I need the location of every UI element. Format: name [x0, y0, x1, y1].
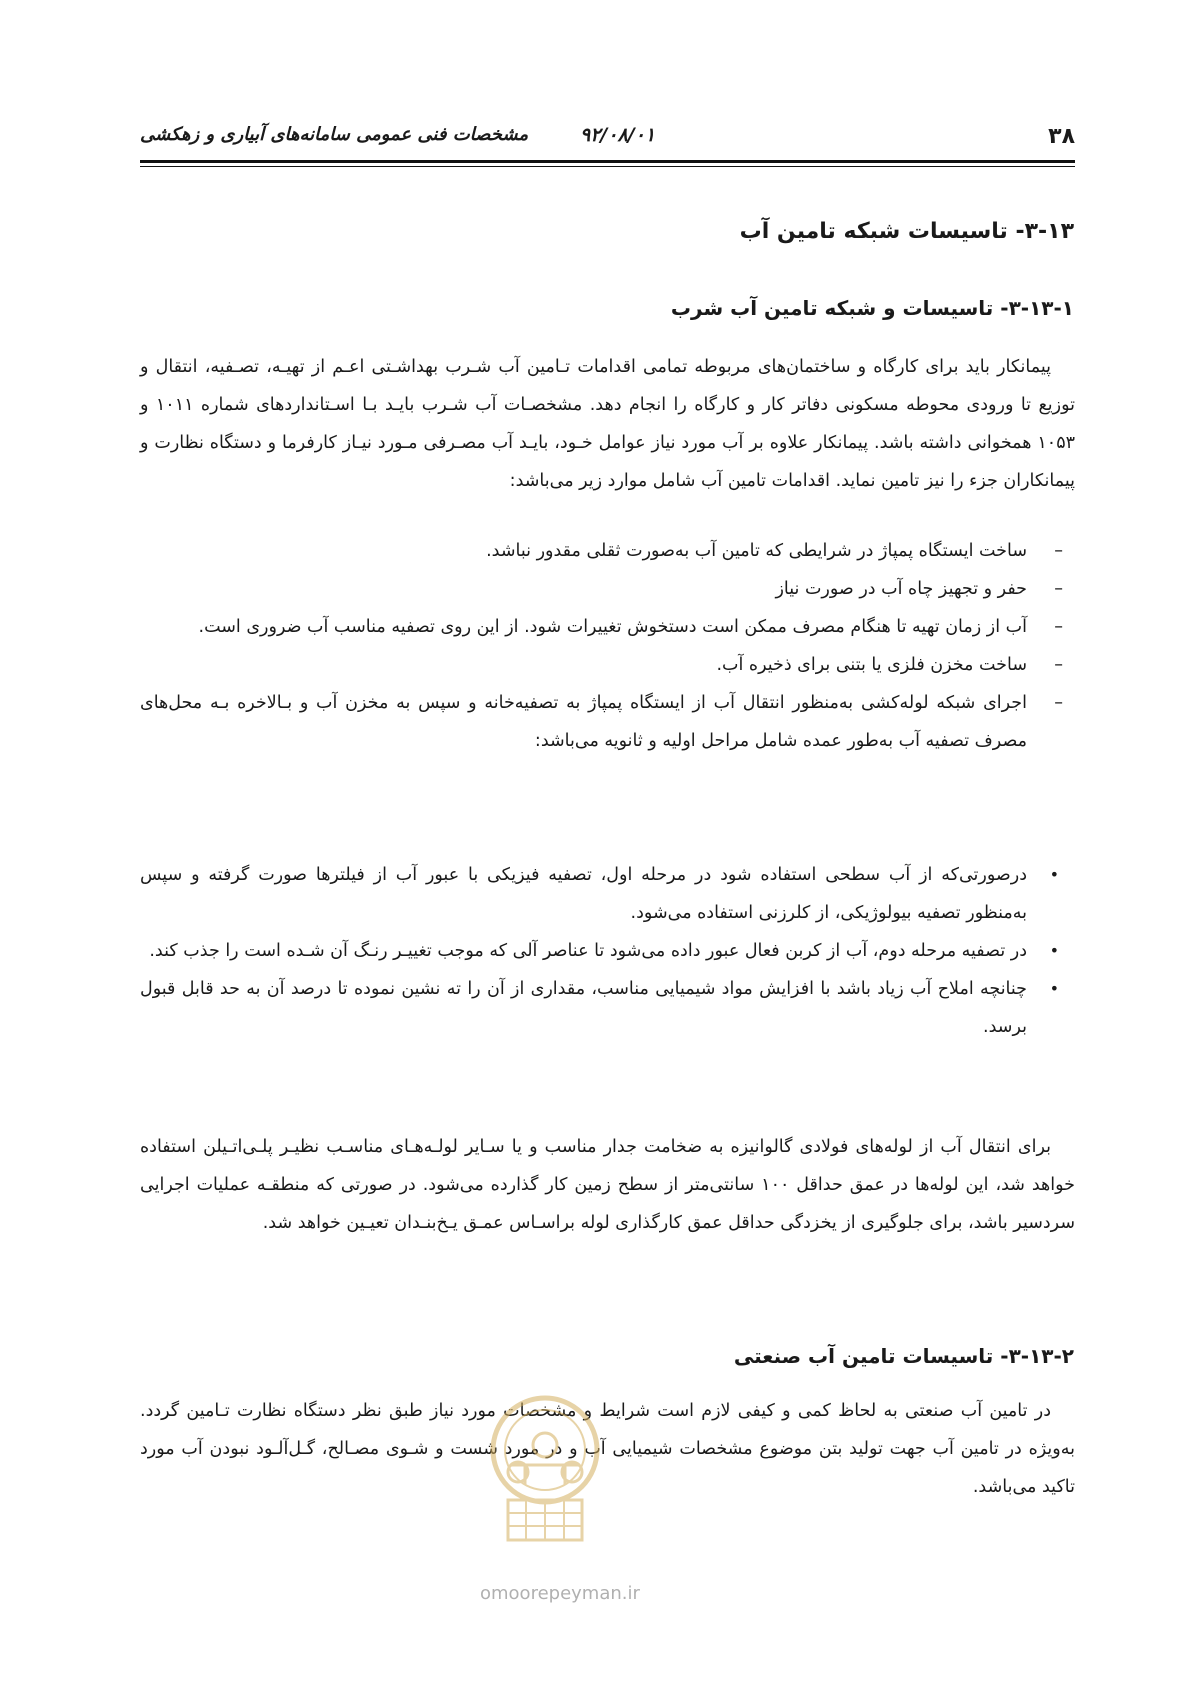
- header-date: ۹۲/۰۸/۰۱: [580, 124, 656, 146]
- bullet-marker: •: [1049, 865, 1059, 884]
- bullet-marker: •: [1049, 979, 1059, 998]
- list-item: [140, 684, 1075, 760]
- section-heading: ۳-۱۳- تاسیسات شبکه تامین آب: [739, 219, 1074, 244]
- subsection-heading-drinking-water: ۳-۱۳-۱- تاسیسات و شبکه تامین آب شرب: [670, 296, 1074, 320]
- seal-watermark-icon: [470, 1390, 620, 1550]
- list-item-text: در تصفیه مرحله دوم، آب از کربن فعال عبور داده می‌شود تا عناصر آلی که موجب تغییـر رنـگ آن شـده است را جذب کند.: [149, 941, 1027, 961]
- list-item-text: ساخت ایستگاه پمپاژ در شرایطی که تامین آب به‌صورت ثقلی مقدور نباشد.: [486, 541, 1027, 561]
- dash-marker: –: [1054, 655, 1063, 675]
- intro-paragraph: پیمانکار باید برای کارگاه و ساختمان‌های مربوطه تمامی اقدامات تـامین آب شـرب بهداشـتی اعـم از تهیـه، تصـفیه، انتقال و توزیع تا ورودی محوطه مسکونی دفاتر کار و کارگاه را انجام دهد. مشخصـات آب شـرب بایـد بـا اسـتانداردهای شماره ۱۰۱۱ و ۱۰۵۳ همخوانی داشته باشد. پیمانکار علاوه بر آب مورد نیاز عوامل خـود، بایـد آب مصـرفی مـورد نیـاز کارفرما و دستگاه نظارت و پیمانکاران جزء را نیز تامین نماید. اقدامات تامین آب شامل موارد زیر می‌باشد:: [140, 357, 1076, 491]
- header-doc-title: مشخصات فنی عمومی سامانه‌های آبیاری و زهکشی: [140, 124, 529, 145]
- dash-marker: –: [1054, 617, 1063, 637]
- dash-marker: –: [1054, 693, 1063, 713]
- page-header: [140, 124, 1075, 154]
- dash-list: [140, 532, 1075, 760]
- bullet-marker: •: [1049, 941, 1059, 960]
- bullet-list: [140, 856, 1075, 1046]
- list-item: [140, 608, 1075, 646]
- list-item: [140, 646, 1075, 684]
- list-item-text: آب از زمان تهیه تا هنگام مصرف ممکن است دستخوش تغییرات شود. از این روی تصفیه مناسب آب ضروری است.: [198, 617, 1027, 637]
- subsection-heading-industrial-water: ۳-۱۳-۲- تاسیسات تامین آب صنعتی: [733, 1344, 1074, 1368]
- dash-marker: –: [1054, 579, 1063, 599]
- list-item-text: ساخت مخزن فلزی یا بتنی برای ذخیره آب.: [716, 655, 1027, 675]
- list-item: [140, 532, 1075, 570]
- list-item: [140, 856, 1075, 932]
- list-item-text: درصورتی‌که از آب سطحی استفاده شود در مرحله اول، تصفیه فیزیکی با عبور آب از فیلترها صورت گرفته و سپس به‌منظور تصفیه بیولوژیکی، از کلرزنی استفاده می‌شود.: [140, 865, 1027, 923]
- industrial-water-paragraph: در تامین آب صنعتی به لحاظ کمی و کیفی لازم است شرایط و مشخصات مورد نیاز طبق نظر دستگاه نظارت تـامین گردد. به‌ویژه در تامین آب جهت تولید بتن موضوع مشخصات شیمیایی آب و در مورد شست و شـوی مصـالح، گـل‌آلـود نبودن آب مورد تاکید می‌باشد.: [140, 1401, 1075, 1497]
- pipes-paragraph: برای انتقال آب از لوله‌های فولادی گالوانیزه به ضخامت جدار مناسب و یا سـایر لولـه‌هـای مناسـب نظیـر پلـی‌اتـیلن استفاده خواهد شد، این لوله‌ها در عمق حداقل ۱۰۰ سانتی‌متر از سطح زمین کار گذارده می‌شود. در صورتی که منطقـه عملیات اجرایی سردسیر باشد، برای جلوگیری از یخزدگی حداقل عمق کارگذاری لوله براسـاس عمـق یـخ‌بنـدان تعیـین خواهد شد.: [140, 1137, 1076, 1233]
- list-item-text: اجرای شبکه لوله‌کشی به‌منظور انتقال آب از ایستگاه پمپاژ به تصفیه‌خانه و سپس به مخزن آب و بـالاخره بـه محل‌های مصرف تصفیه آب به‌طور عمده شامل مراحل اولیه و ثانویه می‌باشد:: [140, 693, 1027, 751]
- dash-marker: –: [1054, 541, 1063, 561]
- page-number: ۳۸: [1048, 124, 1075, 149]
- list-item-text: چنانچه املاح آب زیاد باشد با افزایش مواد شیمیایی مناسب، مقداری از آن را ته نشین نموده تا درصد آن به حد قابل قبول برسد.: [140, 979, 1027, 1037]
- list-item: [140, 970, 1075, 1046]
- header-rule-thin: [140, 166, 1075, 167]
- list-item: [140, 932, 1075, 970]
- list-item: [140, 570, 1075, 608]
- list-item-text: حفر و تجهیز چاه آب در صورت نیاز: [775, 579, 1027, 599]
- header-rule-thick: [140, 160, 1075, 163]
- watermark-url: omoorepeyman.ir: [480, 1583, 640, 1604]
